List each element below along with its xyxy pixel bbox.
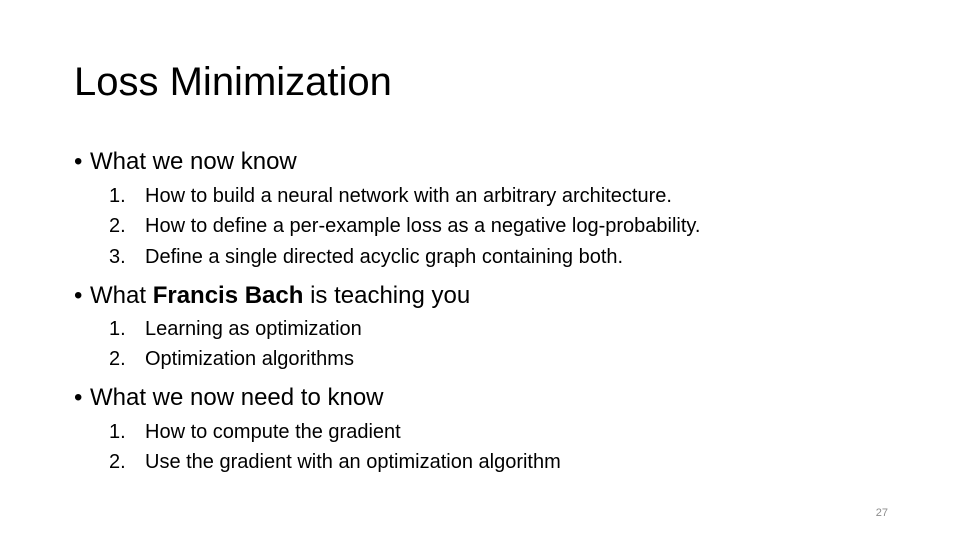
list-item-text: How to compute the gradient: [145, 421, 401, 443]
list-item-text: Use the gradient with an optimization algorithm: [145, 451, 561, 473]
list-number: 2.: [109, 215, 126, 237]
list-item-text: How to build a neural network with an arbitrary architecture.: [145, 185, 672, 207]
bullet-dot: •: [74, 282, 83, 309]
list-item: [109, 184, 672, 208]
list-item: [109, 450, 561, 474]
list-item: [109, 245, 623, 269]
bullet-heading-text: What we now need to know: [90, 384, 384, 411]
bullet-what-we-know: [74, 147, 297, 177]
list-number: 1.: [109, 318, 126, 340]
list-item-text: Define a single directed acyclic graph containing both.: [145, 246, 624, 268]
list-item-text: Learning as optimization: [145, 318, 362, 340]
list-number: 2.: [109, 348, 126, 370]
bullet-dot: •: [74, 148, 83, 175]
list-number: 2.: [109, 451, 126, 473]
slide-title: Loss Minimization: [74, 60, 392, 104]
list-item: [109, 347, 354, 371]
list-number: 3.: [109, 246, 126, 268]
bullet-dot: •: [74, 384, 83, 411]
list-item: [109, 420, 401, 444]
bullet-heading-suffix: is teaching you: [303, 282, 471, 309]
bullet-heading-text: What we now know: [90, 148, 297, 175]
list-item-text: Optimization algorithms: [145, 348, 354, 370]
list-number: 1.: [109, 421, 126, 443]
list-item-text: How to define a per-example loss as a negative log-probability.: [145, 215, 701, 237]
bullet-heading-bold: Francis Bach: [152, 282, 304, 309]
list-number: 1.: [109, 185, 126, 207]
list-item: [109, 317, 362, 341]
page-number: 27: [875, 507, 888, 519]
list-item: [109, 214, 701, 238]
bullet-francis-bach: [74, 281, 470, 311]
bullet-heading-prefix: What: [90, 282, 153, 309]
bullet-what-we-need: [74, 383, 384, 413]
